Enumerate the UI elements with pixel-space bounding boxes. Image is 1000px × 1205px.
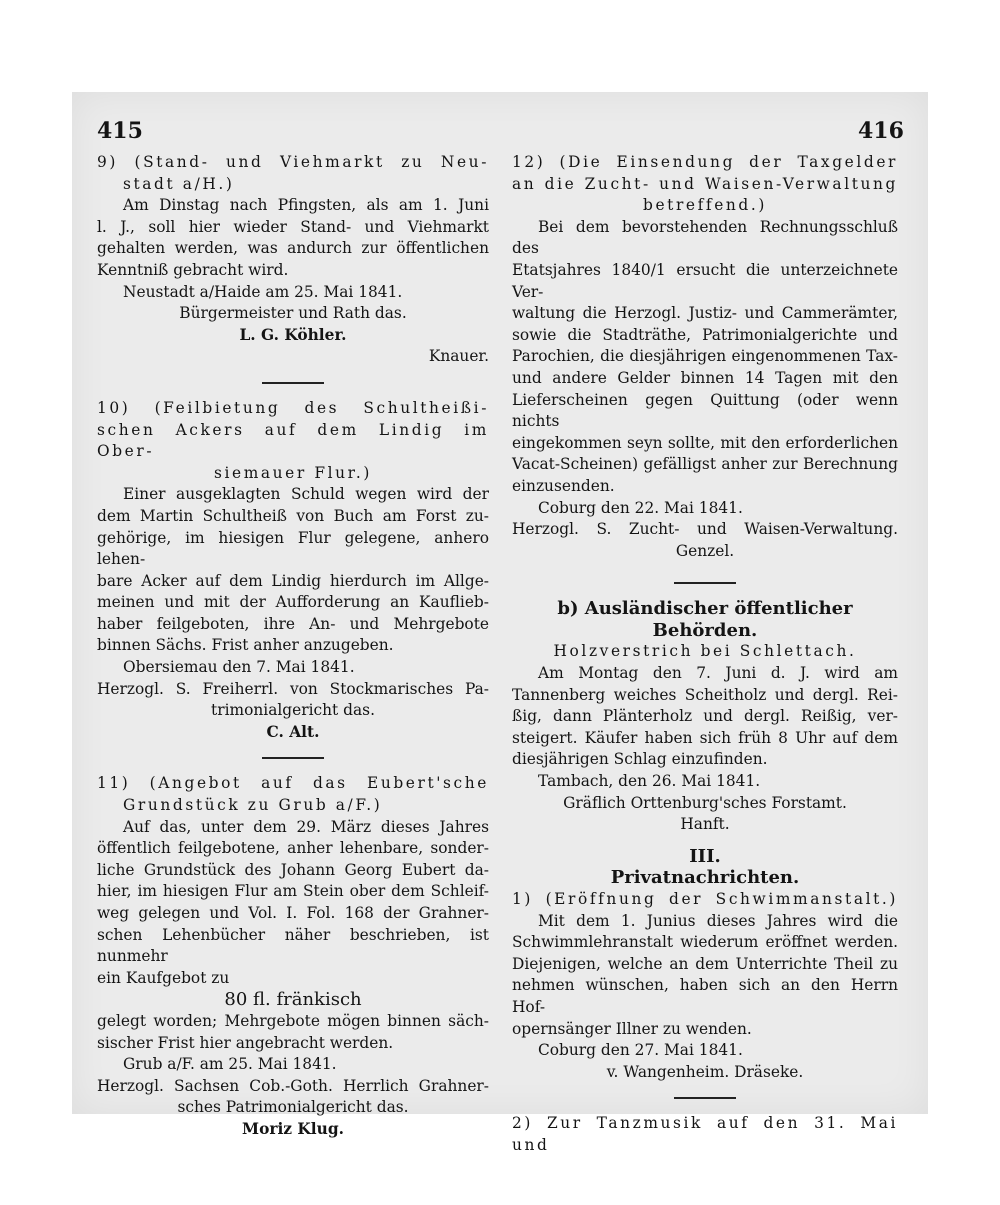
body-line: Lieferscheinen gegen Quittung (oder wenn nichts	[512, 390, 898, 431]
body-line: bare Acker auf dem Lindig hierdurch im Allge-	[97, 571, 489, 590]
authority: Herzogl. S. Zucht- und Waisen-Verwaltung.	[512, 520, 898, 539]
body-line: opernsänger Illner zu wenden.	[512, 1019, 752, 1038]
notice-title-line: 11) (Angebot auf das Eubert'sche	[97, 774, 489, 793]
body-line: ßig, dann Plänterholz und dergl. Reißig, ver-	[512, 707, 898, 726]
notice-title: 2) Zur Tanzmusik auf den 31. Mai und	[512, 1114, 898, 1154]
right-column	[512, 152, 898, 1157]
body-line: öffentlich feilgebotene, anher lehenbare, sonder-	[97, 839, 489, 858]
body-line: nehmen wünschen, haben sich an den Herrn Hof-	[512, 976, 898, 1016]
body-line: steigert. Käufer haben sich früh 8 Uhr auf dem	[512, 728, 898, 747]
body-line: sowie die Stadträthe, Patrimonialgerichte und	[512, 325, 898, 344]
notice-11	[97, 773, 489, 1140]
signature: L. G. Köhler.	[239, 325, 347, 344]
body-line: Schwimmlehranstalt wiederum eröffnet werden.	[512, 933, 898, 952]
notice-title-line: Grundstück zu Grub a/F.)	[123, 796, 383, 815]
place-date: Neustadt a/Haide am 25. Mai 1841.	[123, 282, 403, 301]
notice-title: 1) (Eröffnung der Schwimmanstalt.)	[512, 890, 898, 908]
notice-title-line: betreffend.)	[643, 196, 767, 215]
body-line: haber feilgeboten, ihre An- und Mehrgebote	[97, 614, 489, 633]
body-line: Mit dem 1. Junius dieses Jahres wird die	[538, 911, 898, 930]
authority: Gräflich Orttenburg'sches Forstamt.	[563, 793, 847, 812]
section-b	[512, 598, 898, 836]
signature: Genzel.	[675, 541, 735, 560]
signature: v. Wangenheim. Dräseke.	[606, 1062, 804, 1081]
signature: Hanft.	[680, 815, 730, 834]
body-line: Am Dinstag nach Pfingsten, als am 1. Juni	[123, 196, 489, 215]
body-line: Vacat-Scheinen) gefälligst anher zur Berechnung	[512, 455, 898, 474]
body-line: Einer ausgeklagten Schuld wegen wird der	[123, 485, 489, 504]
section-number: III.	[689, 845, 721, 867]
body-line: l. J., soll hier wieder Stand- und Viehmarkt	[97, 217, 489, 236]
authority: sches Patrimonialgericht das.	[177, 1098, 409, 1117]
notice-title: Holzverstrich bei Schlettach.	[553, 642, 857, 661]
signature: C. Alt.	[266, 722, 320, 741]
body-line: Auf das, unter dem 29. März dieses Jahres	[123, 817, 489, 836]
place-date: Grub a/F. am 25. Mai 1841.	[123, 1055, 337, 1074]
page-number-left: 415	[97, 118, 143, 144]
notice-title-line: schen Ackers auf dem Lindig im Ober-	[97, 420, 489, 461]
body-line: Parochien, die diesjährigen eingenommenen Tax-	[512, 347, 898, 366]
body-line: waltung die Herzogl. Justiz- und Cammerämter,	[512, 304, 898, 323]
body-line: gelegt worden; Mehrgebote mögen binnen säch-	[97, 1011, 489, 1030]
body-line: liche Grundstück des Johann Georg Eubert da-	[97, 860, 489, 879]
body-line: binnen Sächs. Frist anher anzugeben.	[97, 636, 394, 655]
authority: Bürgermeister und Rath das.	[179, 304, 407, 323]
separator-rule	[674, 582, 736, 584]
signature: Moriz Klug.	[242, 1119, 344, 1138]
section-heading: Privatnachrichten.	[610, 867, 800, 889]
notice-12	[512, 152, 898, 562]
body-line: Bei dem bevorstehenden Rechnungsschluß des	[512, 217, 898, 258]
body-line: sischer Frist hier angebracht werden.	[97, 1033, 394, 1052]
authority: trimonialgericht das.	[211, 701, 375, 720]
body-line: Kenntniß gebracht wird.	[97, 260, 289, 279]
body-line: schen Lehenbücher näher beschrieben, ist nunmehr	[97, 925, 489, 966]
page-number-right: 416	[858, 118, 904, 144]
separator-rule	[674, 1097, 736, 1099]
body-line: ein Kaufgebot zu	[97, 968, 230, 987]
notice-title-line: siemauer Flur.)	[213, 463, 373, 482]
notice-title-line: 12) (Die Einsendung der Taxgelder	[512, 153, 898, 171]
place-date: Obersiemau den 7. Mai 1841.	[123, 658, 355, 677]
place-date: Tambach, den 26. Mai 1841.	[538, 772, 761, 791]
body-line: meinen und mit der Aufforderung an Kauflieb-	[97, 593, 489, 612]
section-3	[512, 846, 898, 1157]
body-line: diesjährigen Schlag einzufinden.	[512, 750, 768, 769]
body-line: Am Montag den 7. Juni d. J. wird am	[538, 664, 898, 683]
notice-title-line: 10) (Feilbietung des Schultheißi-	[97, 398, 489, 417]
notice-title-line: stadt a/H.)	[123, 174, 235, 193]
section-heading: b) Ausländischer öffentlicher Behörden.	[557, 598, 853, 641]
authority: Herzogl. S. Freiherrl. von Stockmarisches Pa-	[97, 679, 489, 698]
body-line: weg gelegen und Vol. I. Fol. 168 der Grahner-	[97, 904, 489, 922]
separator-rule	[262, 757, 324, 759]
notice-9	[97, 152, 489, 368]
body-line: und andere Gelder binnen 14 Tagen mit den	[512, 368, 898, 387]
body-line: Tannenberg weiches Scheitholz und dergl. Rei-	[512, 685, 898, 704]
body-line: gehalten werden, was andurch zur öffentlichen	[97, 239, 489, 258]
notice-title-line: an die Zucht- und Waisen-Verwaltung	[512, 174, 898, 193]
body-line: einzusenden.	[512, 476, 615, 495]
separator-rule	[262, 382, 324, 384]
notice-10	[97, 398, 489, 744]
body-line: Etatsjahres 1840/1 ersucht die unterzeichnete Ver-	[512, 260, 898, 301]
place-date: Coburg den 22. Mai 1841.	[538, 498, 743, 517]
authority: Herzogl. Sachsen Cob.-Goth. Herrlich Grahner-	[97, 1076, 489, 1095]
body-line: Diejenigen, welche an dem Unterrichte Theil zu	[512, 954, 898, 973]
body-line: gehörige, im hiesigen Flur gelegene, anhero lehen-	[97, 528, 489, 569]
body-line: eingekommen seyn sollte, mit den erforderlichen	[512, 433, 898, 452]
left-column	[97, 152, 489, 1141]
bid-amount: 80 fl. fränkisch	[224, 989, 362, 1011]
place-date: Coburg den 27. Mai 1841.	[538, 1041, 743, 1060]
body-line: hier, im hiesigen Flur am Stein ober dem Schleif-	[97, 882, 489, 901]
notice-title-line: 9) (Stand- und Viehmarkt zu Neu-	[97, 153, 489, 171]
body-line: dem Martin Schultheiß von Buch am Forst zu-	[97, 506, 489, 525]
signature: Knauer.	[428, 347, 489, 366]
